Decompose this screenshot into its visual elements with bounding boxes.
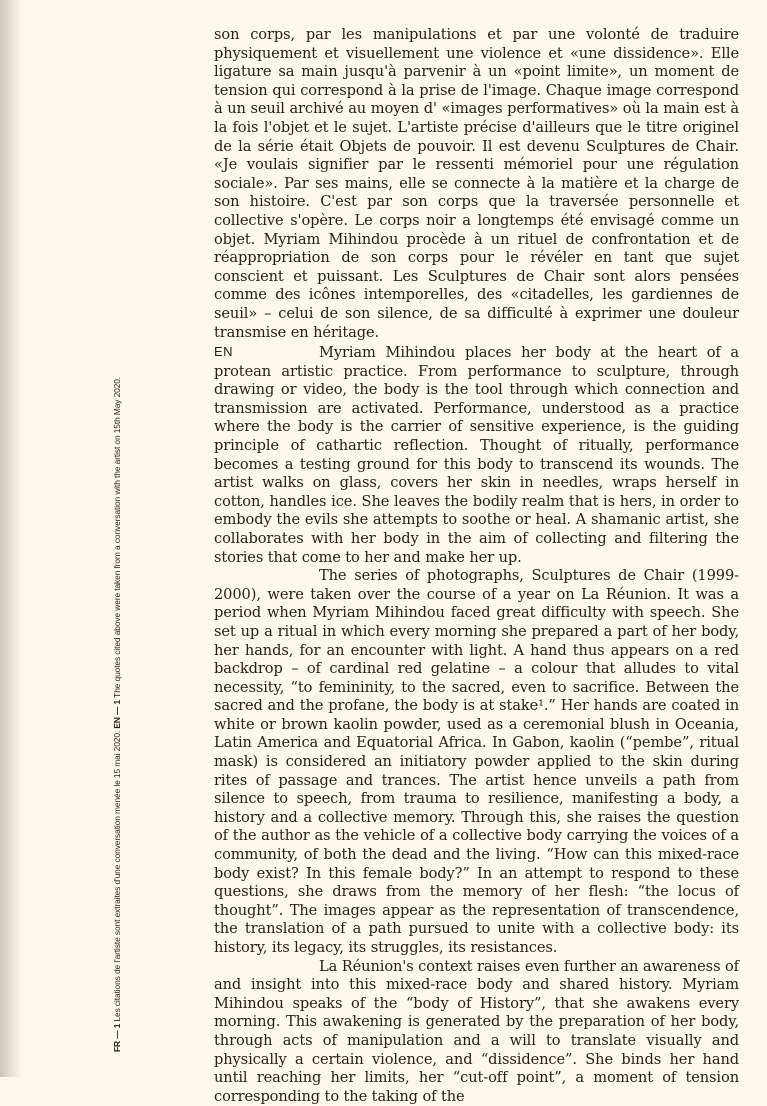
footnote-fr-label: FR — 1 [112, 1023, 122, 1052]
page-gutter-shadow [0, 0, 22, 1077]
footnote-fr-text: Les citations de l'artiste sont extraites d'une conversation menée le 15 mai 2020. [112, 730, 122, 1022]
vertical-footnote [112, 252, 122, 1052]
english-paragraph-3: La Réunion's context raises even further an awareness of and insight into this mixed-race body and shared history. Myriam Mihindou speaks of the “body of History”, that she awakens every morning. This awakening is generated by the preparation of her body, through acts of manipulation and a will to translate visually and physically a certain violence, and “dissidence”. She binds her hand until reaching her limits, her “cut-off point”, a moment of tension corresponding to the taking of the [214, 957, 739, 1105]
english-text-block [214, 344, 739, 1106]
french-text-block [214, 26, 739, 342]
english-paragraph-1: Myriam Mihindou places her body at the heart of a protean artistic practice. From performance to sculpture, through drawing or video, the body is the tool through which connection and transmission are activated. Performance, understood as a practice where the body is the carrier of sensitive experience, is the guiding principle of cathartic reflection. Thought of ritually, performance becomes a testing ground for this body to transcend its wounds. The artist walks on glass, covers her skin in needles, wraps herself in cotton, handles ice. She leaves the bodily realm that is hers, in order to embody the evils she attempts to soothe or heal. A shamanic artist, she collaborates with her body in the aim of collecting and filtering the stories that come to her and make her up. [214, 344, 739, 566]
footnote-en-label: EN — 1 [112, 699, 122, 729]
english-paragraph-2: The series of photographs, Sculptures de Chair (1999-2000), were taken over the course of a year on La Réunion. It was a period when Myriam Mihindou faced great difficulty with speech. She set up a ritual in which every morning she prepared a part of her body, her hands, for an encounter with light. A hand thus appears on a red backdrop – of cardinal red gelatine – a colour that alludes to vital necessity, “to femininity, to the sacred, even to sacrifice. Between the sacred and the profane, the body is at stake¹.” Her hands are coated in white or brown kaolin powder, used as a ceremonial blush in Oceania, Latin America and Equatorial Africa. In Gabon, kaolin (“pembe”, ritual mask) is considered an initiatory powder applied to the skin during rites of passage and trances. The artist hence unveils a path from silence to speech, from trauma to resilience, manifesting a body, a history and a collective memory. Through this, she raises the question of the author as the vehicle of a collective body carrying the voices of a community, of both the dead and the living. “How can this mixed-race body exist? In this female body?” In an attempt to respond to these questions, she draws from the memory of her flesh: “the locus of thought”. The images appear as the representation of transcendence, the translation of a path pursued to unite with a collective body: its history, its legacy, its struggles, its resistances. [214, 567, 739, 956]
footnote-en-text: The quotes cited above were taken from a conversation with the artist on 15th May 2020. [112, 376, 122, 698]
french-paragraph: son corps, par les manipulations et par une volonté de traduire physiquement et visuellement une violence et «une dissidence». Elle ligature sa main jusqu'à parvenir à un «point limite», un moment de tension qui correspond à la prise de l'image. Chaque image correspond à un seuil archivé au moyen d' «images performatives» où la main est à la fois l'objet et le sujet. L'artiste précise d'ailleurs que le titre originel de la série était Objets de pouvoir. Il est devenu Sculptures de Chair. «Je voulais signifier par le ressenti mémoriel pour une régulation sociale». Par ses mains, elle se connecte à la matière et la charge de son histoire. C'est par son corps que la traversée personnelle et collective s'opère. Le corps noir a longtemps été envisagé comme un objet. Myriam Mihindou procède à un rituel de confrontation et de réappropriation de son corps pour le révéler en tant que sujet conscient et puissant. Les Sculptures de Chair sont alors pensées comme des icônes intemporelles, des «citadelles, les gardiennes de seuil» – celui de son silence, de sa difficulté à exprimer une douleur transmise en héritage. [214, 26, 739, 341]
language-label-en: EN [214, 344, 234, 359]
